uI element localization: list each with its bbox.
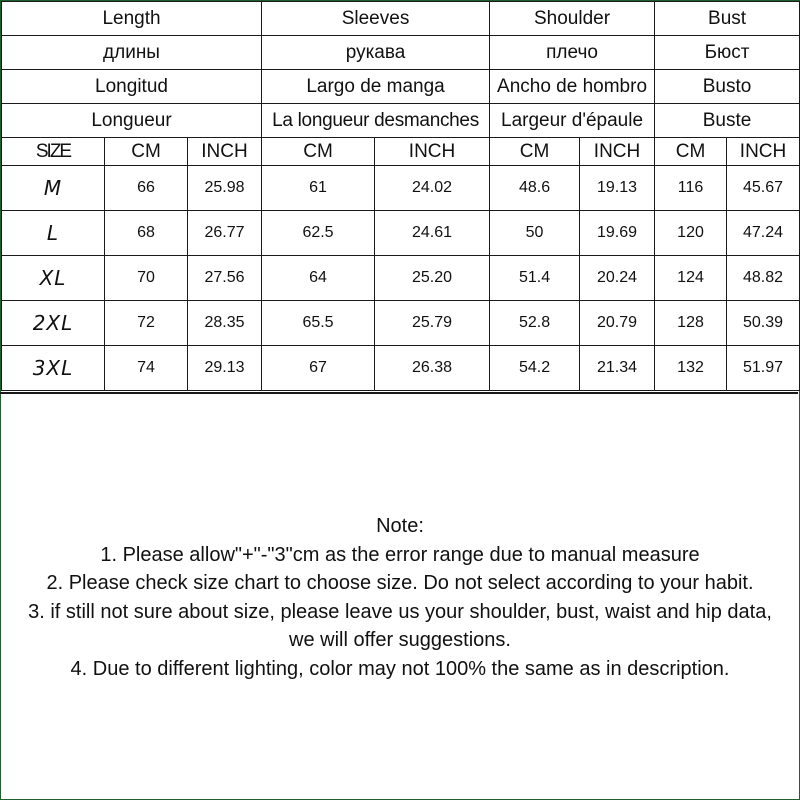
length-cm-cell: 72 [105, 301, 188, 346]
shoulder-inch-cell: 20.24 [580, 256, 655, 301]
size-column-label: SIZE [2, 138, 105, 166]
size-cell: 3XL [2, 346, 105, 391]
header-bust-ru: Бюст [655, 36, 800, 70]
units-row [2, 138, 800, 166]
note-line: 2. Please check size chart to choose size. Do not select according to your habit. [46, 572, 754, 594]
size-table [1, 1, 800, 391]
header-row-russian [2, 36, 800, 70]
header-sleeves-ru: рукава [262, 36, 490, 70]
header-shoulder-ru: плечо [490, 36, 655, 70]
notes-text-block [0, 512, 800, 683]
size-cell: L [2, 211, 105, 256]
sleeves-cm-cell: 62.5 [262, 211, 375, 256]
shoulder-cm-cell: 54.2 [490, 346, 580, 391]
note-line: 1. Please allow"+"-"3"cm as the error range due to manual measure [100, 543, 700, 566]
length-cm-cell: 74 [105, 346, 188, 391]
sleeves-cm-cell: 61 [262, 166, 375, 211]
sleeves-cm-cell: 64 [262, 256, 375, 301]
shoulder-inch-cell: 20.79 [580, 301, 655, 346]
sleeves-inch-cell: 24.61 [375, 211, 490, 256]
bust-cm-cell: 120 [655, 211, 727, 256]
sleeves-inch-cell: 24.02 [375, 166, 490, 211]
header-bust-fr: Buste [655, 104, 800, 138]
unit-length-cm: CM [105, 138, 188, 166]
bust-inch-cell: 47.24 [727, 211, 800, 256]
note-line: we will offer suggestions. [289, 629, 511, 651]
notes-section [0, 392, 798, 800]
size-cell: XL [2, 256, 105, 301]
length-cm-cell: 68 [105, 211, 188, 256]
length-inch-cell: 25.98 [188, 166, 262, 211]
header-sleeves-fr: La longueur desmanches [262, 104, 490, 138]
length-inch-cell: 27.56 [188, 256, 262, 301]
shoulder-inch-cell: 19.69 [580, 211, 655, 256]
header-shoulder: Shoulder [490, 2, 655, 36]
header-sleeves-es: Largo de manga [262, 70, 490, 104]
length-inch-cell: 29.13 [188, 346, 262, 391]
length-inch-cell: 26.77 [188, 211, 262, 256]
unit-bust-cm: CM [655, 138, 727, 166]
bust-cm-cell: 116 [655, 166, 727, 211]
size-cell: 2XL [2, 301, 105, 346]
table-row-size-l [2, 211, 800, 256]
unit-length-inch: INCH [188, 138, 262, 166]
bust-cm-cell: 124 [655, 256, 727, 301]
size-cell: M [2, 166, 105, 211]
header-length-fr: Longueur [2, 104, 262, 138]
length-inch-cell: 28.35 [188, 301, 262, 346]
shoulder-cm-cell: 52.8 [490, 301, 580, 346]
unit-shoulder-inch: INCH [580, 138, 655, 166]
unit-bust-inch: INCH [727, 138, 800, 166]
header-shoulder-fr: Largeur d'épaule [490, 104, 655, 138]
header-sleeves: Sleeves [262, 2, 490, 36]
header-row-english [2, 2, 800, 36]
table-row-size-3xl [2, 346, 800, 391]
note-line: 4. Due to different lighting, color may not 100% the same as in description. [70, 657, 730, 680]
sleeves-cm-cell: 67 [262, 346, 375, 391]
header-bust-es: Busto [655, 70, 800, 104]
sleeves-cm-cell: 65.5 [262, 301, 375, 346]
notes-title: Note: [376, 515, 424, 537]
table-row-size-xl [2, 256, 800, 301]
header-length: Length [2, 2, 262, 36]
bust-inch-cell: 50.39 [727, 301, 800, 346]
sleeves-inch-cell: 26.38 [375, 346, 490, 391]
length-cm-cell: 70 [105, 256, 188, 301]
shoulder-cm-cell: 50 [490, 211, 580, 256]
bust-inch-cell: 45.67 [727, 166, 800, 211]
bust-cm-cell: 128 [655, 301, 727, 346]
table-row-size-m [2, 166, 800, 211]
header-shoulder-es: Ancho de hombro [490, 70, 655, 104]
header-bust: Bust [655, 2, 800, 36]
shoulder-cm-cell: 48.6 [490, 166, 580, 211]
shoulder-inch-cell: 21.34 [580, 346, 655, 391]
header-length-ru: длины [2, 36, 262, 70]
sleeves-inch-cell: 25.79 [375, 301, 490, 346]
header-row-french [2, 104, 800, 138]
unit-shoulder-cm: CM [490, 138, 580, 166]
bust-cm-cell: 132 [655, 346, 727, 391]
unit-sleeves-cm: CM [262, 138, 375, 166]
unit-sleeves-inch: INCH [375, 138, 490, 166]
note-line: 3. if still not sure about size, please leave us your shoulder, bust, waist and hip data, [28, 600, 772, 623]
bust-inch-cell: 48.82 [727, 256, 800, 301]
header-row-spanish [2, 70, 800, 104]
sleeves-inch-cell: 25.20 [375, 256, 490, 301]
header-length-es: Longitud [2, 70, 262, 104]
shoulder-inch-cell: 19.13 [580, 166, 655, 211]
shoulder-cm-cell: 51.4 [490, 256, 580, 301]
table-row-size-2xl [2, 301, 800, 346]
bust-inch-cell: 51.97 [727, 346, 800, 391]
length-cm-cell: 66 [105, 166, 188, 211]
